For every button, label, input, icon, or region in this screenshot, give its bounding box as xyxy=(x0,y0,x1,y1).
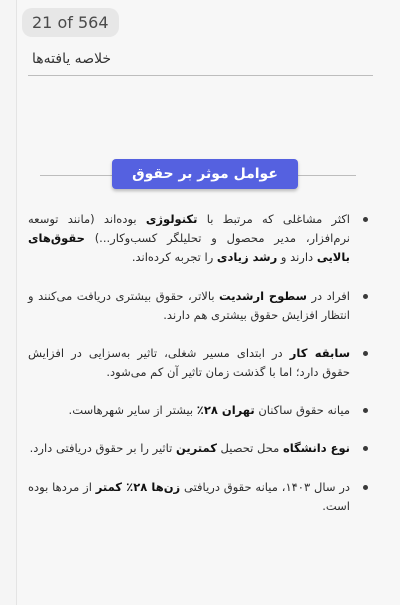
section-header xyxy=(28,48,373,76)
finding-technology: اکثر مشاغلی که مرتبط با تکنولوژی بوده‌اند (مانند توسعه نرم‌افزار، مدیر محصول و تحلیلگر کسب‌وکار...) حقوق‌های بالایی دارند و رشد زیادی را تجربه کرده‌اند. xyxy=(28,210,376,267)
finding-experience: سابقه کار در ابتدای مسیر شغلی، تاثیر به‌سزایی در افزایش حقوق دارد؛ اما با گذشت زمان تاثیر آن کم می‌شود. xyxy=(28,344,376,382)
finding-seniority: افراد در سطوح ارشدیت بالاتر، حقوق بیشتری دریافت می‌کنند و انتظار افزایش حقوق بیشتری هم دارند. xyxy=(28,287,376,325)
bullet-dot-icon xyxy=(363,294,368,299)
bullet-dot-icon xyxy=(363,485,368,490)
bullet-dot-icon xyxy=(363,351,368,356)
finding-gender-gap: در سال ۱۴۰۳، میانه حقوق دریافتی زن‌ها ۲۸٪ کمتر از مردها بوده است. xyxy=(28,478,376,516)
section-title: خلاصه یافته‌ها xyxy=(32,51,112,67)
finding-tehran: میانه حقوق ساکنان تهران ۲۸٪ بیشتر از سایر شهرهاست. xyxy=(28,401,376,420)
bullet-dot-icon xyxy=(363,217,368,222)
bullet-dot-icon xyxy=(363,408,368,413)
findings-list xyxy=(28,210,376,516)
finding-university: نوع دانشگاه محل تحصیل کمترین تاثیر را بر حقوق دریافتی دارد. xyxy=(28,439,376,458)
topic-title: عوامل موثر بر حقوق xyxy=(112,159,298,189)
page-counter: 21 of 564 xyxy=(22,8,119,37)
bullet-dot-icon xyxy=(363,446,368,451)
